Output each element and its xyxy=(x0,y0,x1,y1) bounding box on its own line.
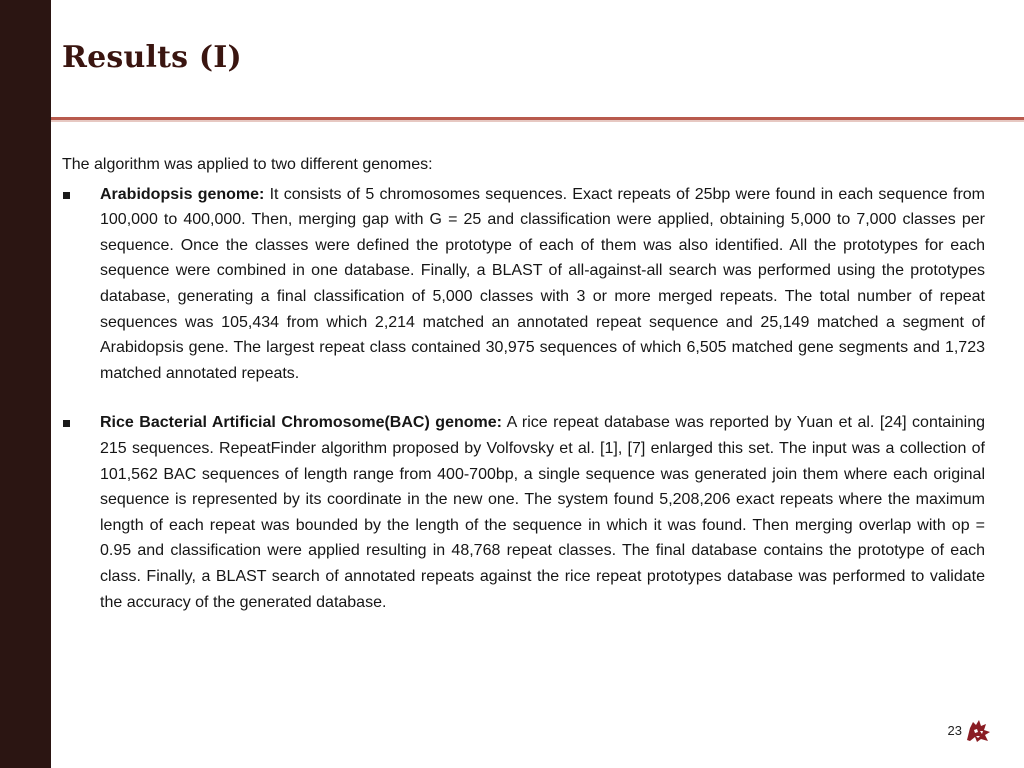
page-number: 23 xyxy=(947,723,962,738)
intro-text: The algorithm was applied to two different genomes: xyxy=(62,156,433,173)
square-bullet-icon xyxy=(63,192,70,199)
slide-title: Results (I) xyxy=(62,40,242,75)
bullet-text: A rice repeat database was reported by Yuan et al. [24] containing 215 sequences. RepeatFinder algorithm proposed by Volfovsky et al. [1], [7] enlarged this set. The input was a collection of 101,562 BAC sequences of length range from 400-700bp, a single sequence was generated join them where each original sequence is represented by its coordinate in the new one. The system found 5,208,206 exact repeats where the maximum length of each repeat was bounded by the length of the sequence in which it was found. Then merging overlap with op = 0.95 and classification were applied resulting in 48,768 repeat classes. The final database contains the prototype of each class. Finally, a BLAST search of annotated repeats against the rice repeat prototypes database was performed to validate the accuracy of the generated database. xyxy=(100,414,985,611)
square-bullet-icon xyxy=(63,420,70,427)
bullet-rice-bac xyxy=(62,410,985,615)
slide-content xyxy=(62,152,985,615)
bullet-lead: Arabidopsis genome: xyxy=(100,185,265,203)
bullet-text: It consists of 5 chromosomes sequences. Exact repeats of 25bp were found in each sequence from 100,000 to 400,000. Then, merging gap with G = 25 and classification were applied, obtaining 5,000 to 7,000 classes per sequence. Once the classes were defined the prototype of each of them was also identified. All the prototypes for each sequence were combined in one database. Finally, a BLAST of all-against-all search was performed using the prototypes database, generating a final classification of 5,000 classes with 3 or more merged repeats. The total number of repeat sequences was 105,434 from which 2,214 matched an annotated repeat sequence and 25,149 matched a segment of Arabidopsis gene. The largest repeat class contained 30,975 sequences of which 6,505 matched gene segments and 1,723 matched annotated repeats. xyxy=(100,185,985,382)
bullet-lead: Rice Bacterial Artificial Chromosome(BAC) genome: xyxy=(100,414,502,432)
title-divider-shadow xyxy=(51,120,1024,122)
bullet-arabidopsis xyxy=(62,182,985,387)
cougar-logo-icon xyxy=(964,718,992,744)
left-accent-bar xyxy=(0,0,51,768)
